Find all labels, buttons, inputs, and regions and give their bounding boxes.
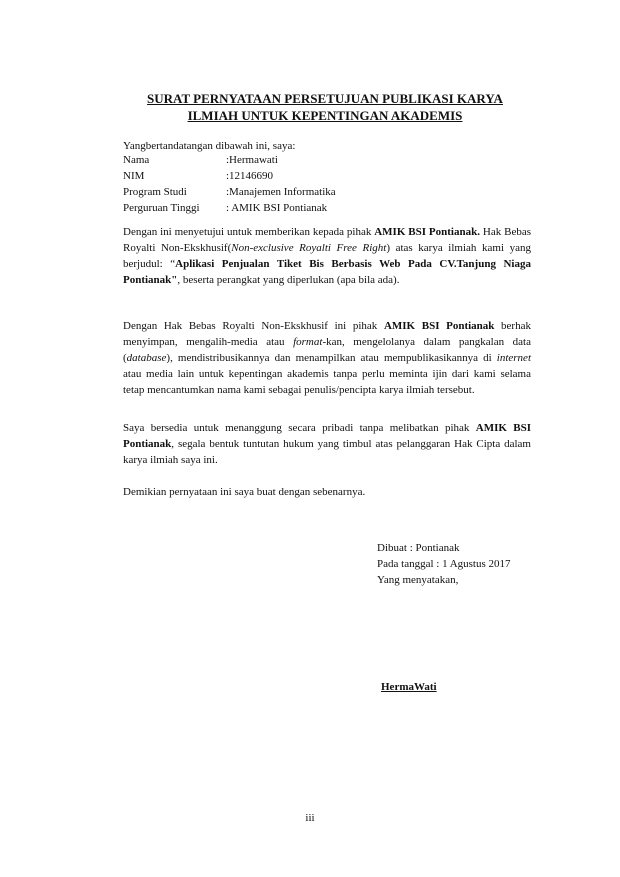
document-title [100, 90, 550, 124]
identity-value: : AMIK BSI Pontianak [226, 202, 328, 214]
signature-date: Pada tanggal : 1 Agustus 2017 [377, 558, 511, 570]
institution-name: AMIK BSI Pontianak. [374, 226, 480, 238]
identity-row-program [123, 186, 336, 202]
signature-block [377, 540, 511, 588]
text-run: -kan, mengelolanya dalam pangkalan data ( [123, 336, 531, 364]
paragraph-rights [123, 318, 531, 398]
institution-name: AMIK BSI Pontianak [123, 422, 531, 450]
text-run: , segala bentuk tuntutan hukum yang timbul atas pelanggaran Hak Cipta dalam karya ilmiah saya ini. [123, 438, 531, 466]
identity-value: :Manajemen Informatika [226, 186, 336, 198]
page-number: iii [305, 812, 315, 824]
paragraph-liability [123, 420, 531, 468]
text-run: Dengan ini menyetujui untuk memberikan kepada pihak [123, 226, 375, 238]
text-run: ), mendistribusikannya dan menampilkan atau mempublikasikannya di [166, 352, 497, 364]
identity-row-name [123, 154, 336, 170]
text-run: Hak Bebas Royalti Non-Ekskhusif( [123, 226, 531, 254]
paragraph-closing: Demikian pernyataan ini saya buat dengan sebenarnya. [123, 486, 366, 498]
institution-name: AMIK BSI Pontianak [383, 320, 495, 332]
identity-value: :Hermawati [226, 154, 278, 166]
identity-value: :12146690 [226, 170, 274, 182]
title-line-2: ILMIAH UNTUK KEPENTINGAN AKADEMIS [187, 108, 463, 123]
identity-label: NIM [123, 170, 145, 182]
signature-place: Dibuat : Pontianak [377, 542, 460, 554]
identity-row-institution [123, 202, 336, 218]
signer-name: HermaWati [381, 681, 437, 693]
thesis-title: Aplikasi Penjualan Tiket Bis Berbasis Web Pada CV.Tanjung Niaga Pontianak" [123, 258, 531, 286]
identity-table [123, 154, 336, 218]
italic-term: Non-exclusive Royalti Free Right [231, 242, 387, 254]
title-line-1: SURAT PERNYATAAN PERSETUJUAN PUBLIKASI KARYA [147, 91, 503, 106]
italic-term: format [293, 336, 323, 348]
signature-closing: Yang menyatakan, [377, 574, 459, 586]
text-run: ) atas karya ilmiah kami yang berjudul: “ [123, 242, 531, 270]
identity-row-nim [123, 170, 336, 186]
intro-text: Yangbertandatangan dibawah ini, saya: [123, 140, 296, 152]
text-run: Saya bersedia untuk menanggung secara pribadi tanpa melibatkan pihak [123, 422, 476, 434]
text-run: atau media lain untuk kepentingan akademis tanpa perlu meminta ijin dari kami selama tetap mencantumkan nama kami sebagai penulis/pencipta karya ilmiah tersebut. [123, 368, 531, 396]
identity-label: Program Studi [123, 186, 187, 198]
text-run: berhak menyimpan, mengalih-media atau [123, 320, 531, 348]
identity-label: Nama [123, 154, 150, 166]
paragraph-consent [123, 224, 531, 288]
text-run: , beserta perangkat yang diperlukan (apa bila ada). [177, 274, 400, 286]
identity-label: Perguruan Tinggi [123, 202, 200, 214]
text-run: Dengan Hak Bebas Royalti Non-Ekskhusif ini pihak [123, 320, 384, 332]
italic-term: internet [496, 352, 531, 364]
italic-term: database [126, 352, 167, 364]
